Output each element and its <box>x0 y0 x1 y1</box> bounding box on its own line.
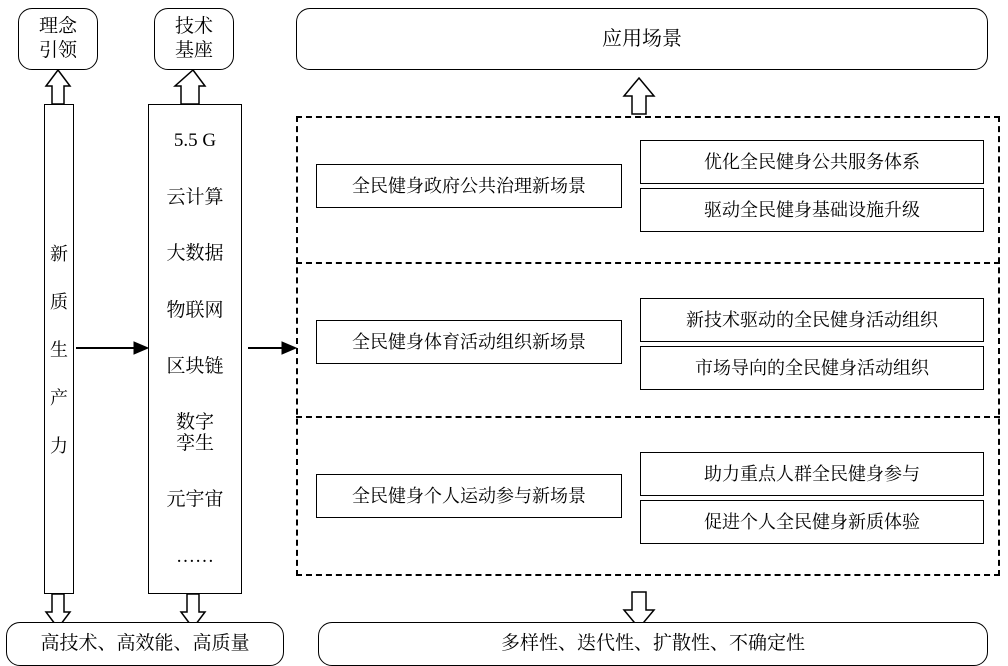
arrow-right-icon <box>282 342 296 354</box>
right-bottom-summary <box>318 622 988 666</box>
scene-label-personal-participation <box>316 474 622 518</box>
scene-detail-key-population-participation <box>640 452 984 496</box>
tech-base-header <box>154 8 234 70</box>
application-scenarios-header <box>296 8 988 70</box>
scene-label-text: 全民健身体育活动组织新场景 <box>352 331 586 352</box>
scene-detail-text: 驱动全民健身基础设施升级 <box>704 199 920 220</box>
scene-detail-text: 助力重点人群全民健身参与 <box>704 463 920 484</box>
new-quality-productivity-text <box>44 104 74 594</box>
scene-detail-market-oriented-organization <box>640 346 984 390</box>
arrow-up-icon <box>46 70 70 104</box>
scene-detail-optimize-public-service <box>640 140 984 184</box>
concept-leading-header-line1: 理念 <box>38 16 77 38</box>
scene-detail-text: 新技术驱动的全民健身活动组织 <box>686 309 938 330</box>
vertical-char: 产 <box>50 388 68 408</box>
arrow-right-icon <box>134 342 148 354</box>
scene-label-text: 全民健身政府公共治理新场景 <box>352 175 586 196</box>
scene-detail-text: 优化全民健身公共服务体系 <box>704 151 920 172</box>
tech-base-list <box>148 104 242 594</box>
scene-detail-personal-new-experience <box>640 500 984 544</box>
tech-item: …… <box>176 545 214 567</box>
vertical-char: 质 <box>50 292 68 312</box>
tech-item: 5.5 G <box>173 130 217 152</box>
right-bottom-summary-text: 多样性、迭代性、扩散性、不确定性 <box>500 633 805 655</box>
concept-leading-header-line2: 引领 <box>38 40 77 61</box>
tech-item: 元宇宙 <box>166 489 224 511</box>
scene-label-government-governance <box>316 164 622 208</box>
tech-item <box>176 413 214 455</box>
scene-detail-infrastructure-upgrade <box>640 188 984 232</box>
tech-base-header-line1: 技术 <box>174 16 213 38</box>
tech-item: 云计算 <box>166 186 224 208</box>
tech-item-line2: 孪生 <box>175 432 214 454</box>
scene-detail-text: 促进个人全民健身新质体验 <box>704 511 920 532</box>
left-bottom-summary-text: 高技术、高效能、高质量 <box>40 633 250 655</box>
vertical-char: 新 <box>50 244 68 264</box>
scene-label-text: 全民健身个人运动参与新场景 <box>352 485 586 506</box>
tech-item: 区块链 <box>166 356 224 378</box>
tech-base-header-line2: 基座 <box>174 40 213 61</box>
scenarios-divider <box>296 416 1000 418</box>
arrow-up-icon <box>175 70 205 104</box>
tech-item: 大数据 <box>166 243 224 265</box>
tech-item: 物联网 <box>166 299 224 321</box>
scene-label-sports-activity-organization <box>316 320 622 364</box>
tech-item-line1: 数字 <box>175 411 214 433</box>
left-bottom-summary <box>6 622 284 666</box>
vertical-char: 力 <box>50 436 68 456</box>
scene-detail-text: 市场导向的全民健身活动组织 <box>695 357 929 378</box>
arrow-up-icon <box>624 78 654 114</box>
vertical-char: 生 <box>50 340 68 360</box>
scenarios-divider <box>296 262 1000 264</box>
scene-detail-tech-driven-organization <box>640 298 984 342</box>
concept-leading-header <box>18 8 98 70</box>
application-scenarios-title: 应用场景 <box>602 27 682 50</box>
